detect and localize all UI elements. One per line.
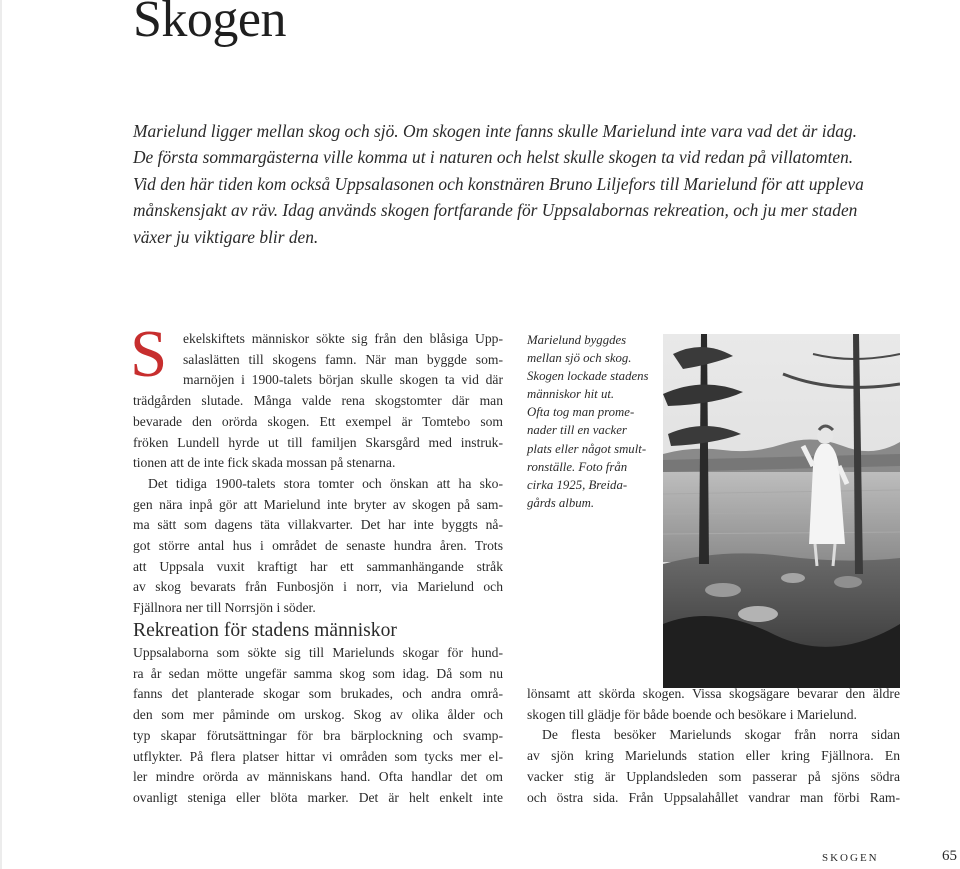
caption-line: Ofta tog man prome-: [527, 405, 635, 420]
body-line: att Uppsala vuxit kraftigt har ett sammanhängande stråk: [133, 558, 503, 574]
body-line: fröken Lundell hyrde ut till familjen Skarsgård med instruk-: [133, 434, 503, 450]
body-line: De flesta besöker Marielunds skogar från norra sidan: [542, 727, 900, 743]
body-line: typ skapar förutsättningar för bra bärplockning och svamp-: [133, 727, 503, 743]
body-line: skogen till glädje för både boende och besökare i Marielund.: [527, 706, 857, 722]
body-line: fanns det planterade skogar som brukades, och andra områ-: [133, 686, 503, 702]
caption-line: plats eller något smult-: [527, 441, 647, 456]
body-line: marnöjen i 1900-talets början skulle skogen ta vid där: [183, 372, 503, 388]
drop-cap: S: [130, 317, 168, 391]
caption-line: cirka 1925, Breida-: [527, 477, 628, 492]
page-number: 65: [942, 848, 957, 864]
historic-photo: [663, 334, 900, 688]
caption-line: mellan sjö och skog.: [527, 351, 632, 366]
body-line: ovanligt steniga eller blöta marker. Det är helt enkelt inte: [133, 789, 503, 805]
page-title: Skogen: [133, 0, 286, 48]
body-line: Det tidiga 1900-talets stora tomter och önskan att ha sko-: [148, 475, 503, 491]
intro-line: Vid den här tiden kom också Uppsalasonen och konstnären Bruno Liljefors till Marielund för att uppleva: [133, 173, 864, 194]
intro-line: växer ju viktigare blir den.: [133, 226, 319, 247]
body-line: ra år sedan mötte ungefär samma skog som idag. Då som nu: [133, 665, 503, 681]
body-line: ler mindre orörda av människans hand. Ofta handlar det om: [133, 769, 503, 785]
body-line: salaslätten till skogens famn. När man byggde som-: [183, 351, 503, 367]
caption-line: gårds album.: [527, 495, 595, 510]
body-line: vacker stig är Upplandsleden som passerar på sjöns södra: [527, 768, 900, 784]
intro-line: månskensjakt av räv. Idag används skogen fortfarande för Uppsalabornas rekreation, och ju mer staden: [133, 200, 858, 221]
intro-paragraph: [133, 118, 893, 250]
body-line: utflykter. På flera platser hittar vi områden som tycks mer el-: [133, 748, 503, 764]
body-line: av sjön kring Marielunds station eller kring Fjällnora. En: [527, 748, 900, 764]
body-column-left-section: [133, 643, 503, 809]
caption-line: ronställe. Foto från: [527, 459, 628, 474]
body-line: Fjällnora ner till Norrsjön i söder.: [133, 600, 316, 616]
body-line: got större antal hus i området de senaste hundra åren. Trots: [133, 538, 503, 554]
section-subheading: Rekreation för stadens människor: [133, 620, 397, 641]
photo-caption: [527, 331, 667, 512]
body-line: tionen att de inte fick skada mossan på stenarna.: [133, 455, 396, 471]
body-line: ma sätt som dagens täta villakvarter. Det har inte byggts nå-: [133, 517, 503, 533]
body-line: Uppsalaborna som sökte sig till Marielunds skogar för hund-: [133, 645, 503, 660]
caption-line: Skogen lockade stadens: [527, 369, 649, 384]
body-line: ekelskiftets människor sökte sig från den blåsiga Upp-: [183, 331, 503, 346]
body-line: trädgården slutade. Många valde rena skogstomter där man: [133, 393, 503, 409]
body-line: den som mer påminde om urskog. Skog av olika ålder och: [133, 707, 503, 723]
caption-line: Marielund byggdes: [527, 333, 627, 347]
body-line: av skog bevarats från Funbosjön i norr, via Marielund och: [133, 579, 503, 595]
body-column-right: [527, 684, 900, 808]
body-line: och östra sida. Från Uppsalahållet vandrar man förbi Ram-: [527, 789, 900, 805]
body-line: bevarade den orörda skogen. Ett exempel är Tomtebo som: [133, 413, 503, 429]
page-edge-rule: [0, 0, 2, 869]
caption-line: människor hit ut.: [527, 387, 615, 402]
running-footer: SKOGEN: [822, 852, 879, 864]
intro-line: Marielund ligger mellan skog och sjö. Om skogen inte fanns skulle Marielund inte vara vad det är idag.: [133, 121, 858, 141]
body-line: lönsamt att skörda skogen. Vissa skogsägare bevarar den äldre: [527, 686, 900, 701]
caption-line: nader till en vacker: [527, 423, 627, 438]
body-line: gen nära inpå gör att Marielund inte bryter av skogen på sam-: [133, 496, 503, 512]
body-column-left: [133, 329, 503, 619]
intro-line: De första sommargästerna ville komma ut i naturen och helst skulle skogen ta vid redan på villatomten.: [133, 147, 854, 168]
photo-illustration: [663, 334, 900, 688]
